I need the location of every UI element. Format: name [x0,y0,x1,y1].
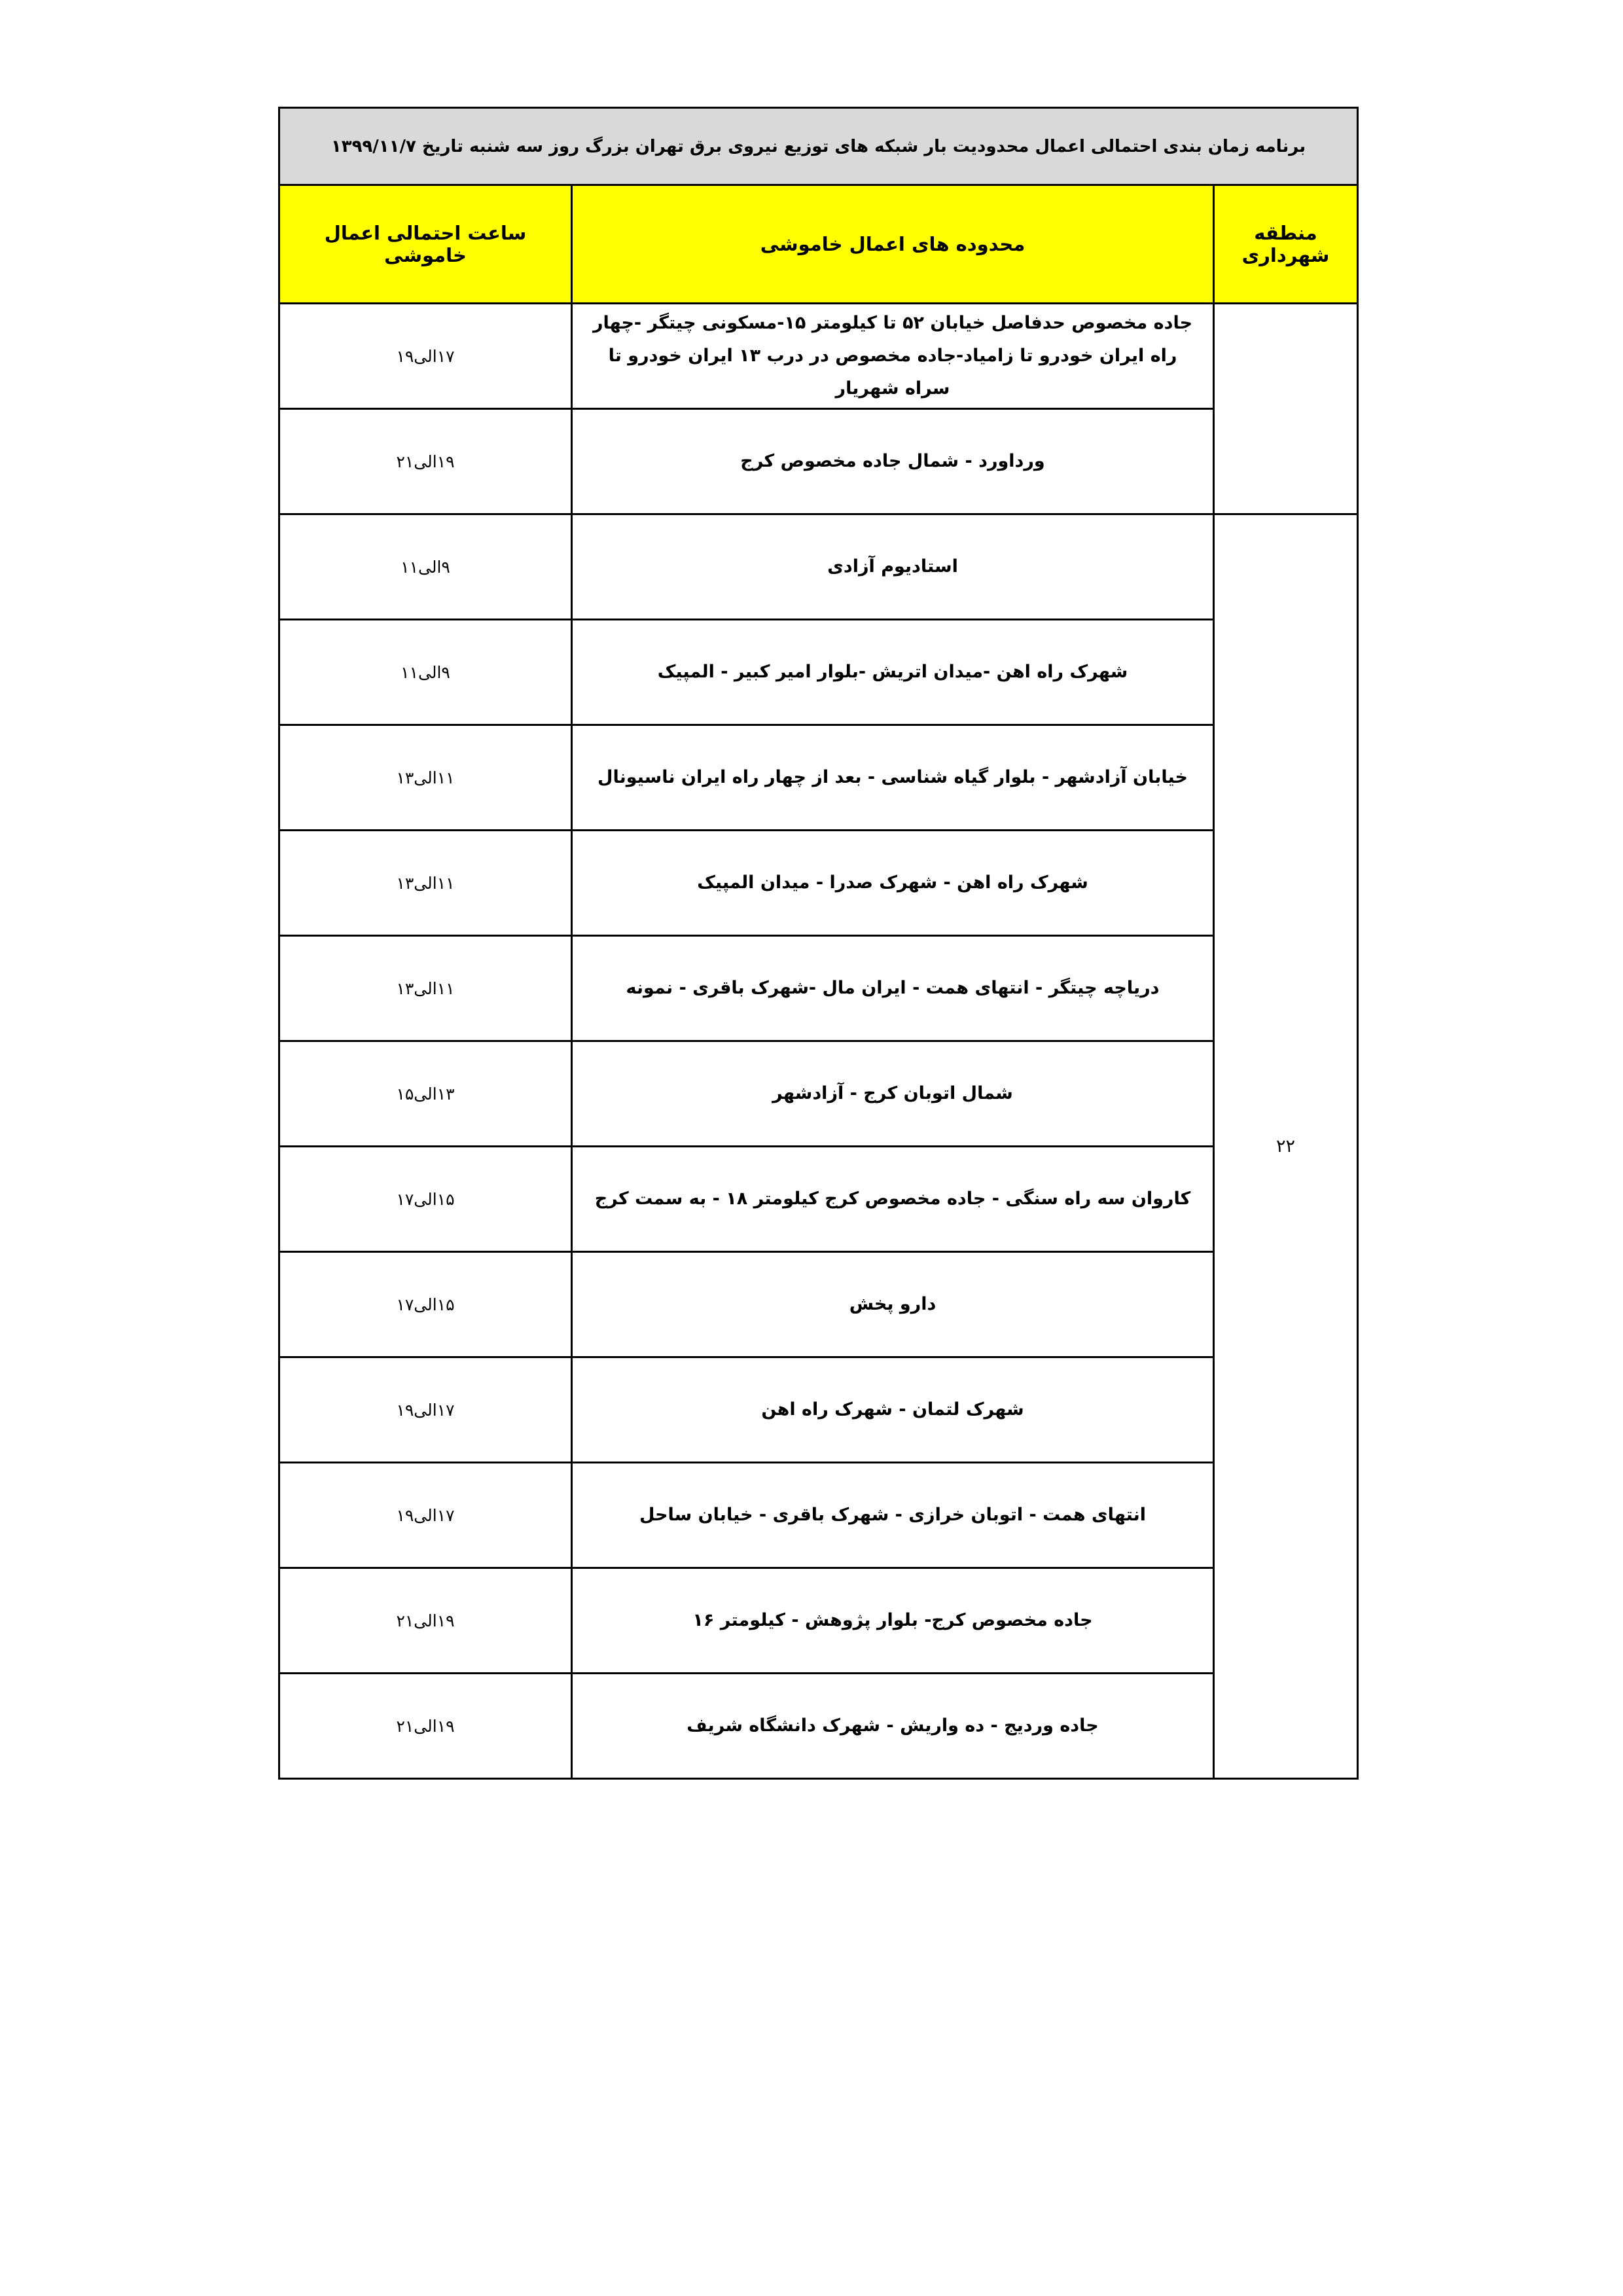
table-row [279,1252,1358,1357]
time-cell: ۱۷الی۱۹ [279,1463,572,1568]
table-row [279,409,1358,514]
header-time: ساعت احتمالی اعمال خاموشی [279,185,572,304]
time-cell: ۱۷الی۱۹ [279,304,572,409]
schedule-table [278,107,1359,1780]
table-row [279,1463,1358,1568]
area-cell: انتهای همت - اتوبان خرازی - شهرک باقری - خیابان ساحل [572,1463,1214,1568]
region-cell [1214,304,1358,514]
area-cell: جاده مخصوص کرج- بلوار پژوهش - کیلومتر ۱۶ [572,1568,1214,1674]
time-cell: ۱۹الی۲۱ [279,1674,572,1779]
table-row [279,304,1358,409]
time-cell: ۱۱الی۱۳ [279,831,572,936]
table-title: برنامه زمان بندی احتمالی اعمال محدودیت بار شبکه های توزیع نیروی برق تهران بزرگ روز سه شنبه تاریخ ۱۳۹۹/۱۱/۷ [279,108,1358,185]
table-row [279,1041,1358,1147]
area-cell: شهرک لتمان - شهرک راه اهن [572,1357,1214,1463]
time-cell: ۱۹الی۲۱ [279,409,572,514]
time-cell: ۱۵الی۱۷ [279,1252,572,1357]
table-row [279,1357,1358,1463]
table-row [279,936,1358,1041]
time-cell: ۱۵الی۱۷ [279,1147,572,1252]
area-cell: ورداورد - شمال جاده مخصوص کرج [572,409,1214,514]
area-cell: خیابان آزادشهر - بلوار گیاه شناسی - بعد از چهار راه ایران ناسیونال [572,725,1214,831]
table-row [279,831,1358,936]
table-row [279,725,1358,831]
area-cell: کاروان سه راه سنگی - جاده مخصوص کرج کیلومتر ۱۸ - به سمت کرج [572,1147,1214,1252]
table-row [279,1674,1358,1779]
header-areas: محدوده های اعمال خاموشی [572,185,1214,304]
table-row [279,514,1358,620]
region-cell: ۲۲ [1214,514,1358,1779]
area-cell: جاده مخصوص حدفاصل خیابان ۵۲ تا کیلومتر ۱۵-مسکونی چیتگر -چهار راه ایران خودرو تا زامیاد-جاده مخصوص در درب ۱۳ ایران خودرو تا سراه شهریار [572,304,1214,409]
table-row [279,1147,1358,1252]
schedule-body [279,304,1358,1779]
header-region: منطقه شهرداری [1214,185,1358,304]
area-cell: جاده وردیج - ده واریش - شهرک دانشگاه شریف [572,1674,1214,1779]
area-cell: شمال اتوبان کرج - آزادشهر [572,1041,1214,1147]
table-row [279,620,1358,725]
area-cell: دارو پخش [572,1252,1214,1357]
table-row [279,1568,1358,1674]
time-cell: ۱۱الی۱۳ [279,936,572,1041]
time-cell: ۱۹الی۲۱ [279,1568,572,1674]
time-cell: ۱۷الی۱۹ [279,1357,572,1463]
time-cell: ۱۱الی۱۳ [279,725,572,831]
area-cell: استادیوم آزادی [572,514,1214,620]
time-cell: ۱۳الی۱۵ [279,1041,572,1147]
area-cell: دریاچه چیتگر - انتهای همت - ایران مال -شهرک باقری - نمونه [572,936,1214,1041]
area-cell: شهرک راه اهن -میدان اتریش -بلوار امیر کبیر - المپیک [572,620,1214,725]
time-cell: ۹الی۱۱ [279,620,572,725]
time-cell: ۹الی۱۱ [279,514,572,620]
area-cell: شهرک راه اهن - شهرک صدرا - میدان المپیک [572,831,1214,936]
